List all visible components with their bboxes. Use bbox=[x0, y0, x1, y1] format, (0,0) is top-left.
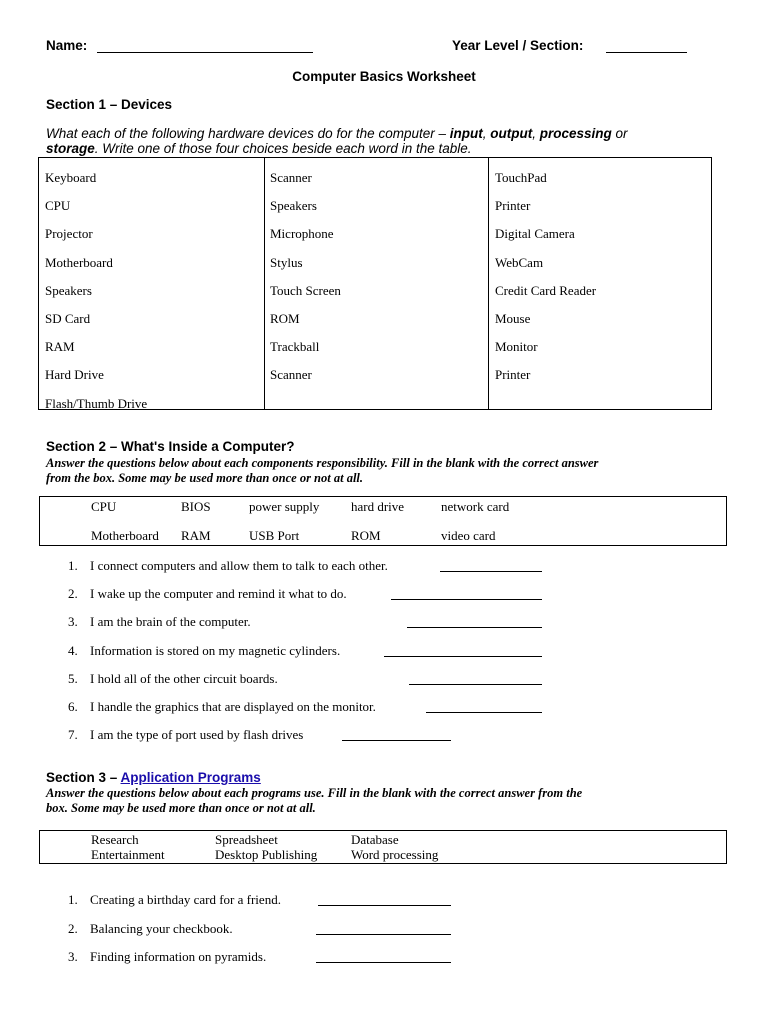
question-number: 2. bbox=[68, 586, 78, 601]
device-cell: WebCam bbox=[495, 254, 544, 270]
section3-instructions: Answer the questions below about each programs use. Fill in the blank with the correct answer from the box. Some may be used more than once or not at all. bbox=[46, 786, 583, 815]
answer-blank[interactable] bbox=[318, 905, 451, 906]
device-cell: Digital Camera bbox=[495, 226, 575, 242]
question-number: 4. bbox=[68, 643, 78, 658]
device-cell: Printer bbox=[495, 198, 531, 214]
question-number: 1. bbox=[68, 558, 78, 573]
devices-table bbox=[38, 157, 712, 410]
device-cell: Speakers bbox=[270, 198, 317, 214]
question-number: 7. bbox=[68, 727, 78, 742]
device-cell: Mouse bbox=[495, 311, 531, 326]
application-programs-link[interactable]: Application Programs bbox=[120, 770, 261, 785]
answer-choice: ROM bbox=[351, 528, 381, 543]
device-cell: Microphone bbox=[270, 226, 334, 242]
answer-choice: BIOS bbox=[181, 499, 211, 514]
section2-word-box bbox=[39, 496, 727, 546]
year-section-blank[interactable] bbox=[606, 52, 687, 53]
section2-instructions: Answer the questions below about each components responsibility. Fill in the blank with the correct answer from the box. Some may be used more than once or not at all. bbox=[46, 456, 599, 485]
question-number: 3. bbox=[68, 614, 78, 629]
answer-choice: CPU bbox=[91, 499, 117, 514]
year-section-label: Year Level / Section: bbox=[452, 38, 584, 53]
device-cell: Keyboard bbox=[45, 170, 97, 185]
question-text: I handle the graphics that are displayed on the monitor. bbox=[90, 699, 376, 714]
device-cell: Touch Screen bbox=[270, 282, 341, 298]
device-cell: Credit Card Reader bbox=[495, 282, 597, 298]
answer-blank[interactable] bbox=[409, 684, 542, 685]
device-cell: Motherboard bbox=[45, 254, 113, 270]
answer-choice: network card bbox=[441, 499, 510, 514]
question-row bbox=[0, 671, 768, 689]
answer-blank[interactable] bbox=[316, 962, 451, 963]
question-text: I connect computers and allow them to talk to each other. bbox=[90, 558, 388, 573]
name-blank[interactable] bbox=[97, 52, 313, 53]
device-cell: Scanner bbox=[270, 367, 312, 383]
answer-blank[interactable] bbox=[342, 740, 451, 741]
question-text: Information is stored on my magnetic cylinders. bbox=[90, 643, 341, 658]
answer-choice: Database bbox=[351, 832, 399, 847]
answer-blank[interactable] bbox=[391, 599, 542, 600]
answer-choice: Desktop Publishing bbox=[215, 847, 318, 862]
question-number: 2. bbox=[68, 921, 78, 936]
answer-choice: Motherboard bbox=[91, 528, 159, 543]
section1-heading: Section 1 – Devices bbox=[46, 97, 173, 112]
question-row bbox=[0, 643, 768, 661]
device-cell: TouchPad bbox=[495, 170, 547, 185]
question-row bbox=[0, 614, 768, 632]
question-text: Creating a birthday card for a friend. bbox=[90, 892, 281, 907]
question-row bbox=[0, 949, 768, 967]
page-title: Computer Basics Worksheet bbox=[292, 69, 476, 84]
answer-choice: Word processing bbox=[351, 847, 439, 862]
name-label: Name: bbox=[46, 38, 88, 53]
device-cell: Scanner bbox=[270, 170, 312, 185]
answer-choice: Entertainment bbox=[91, 847, 165, 862]
devices-table-divider-1 bbox=[264, 158, 265, 409]
answer-choice: Spreadsheet bbox=[215, 832, 278, 847]
section2-heading: Section 2 – What's Inside a Computer? bbox=[46, 439, 295, 454]
answer-choice: RAM bbox=[181, 528, 211, 543]
section1-instructions: What each of the following hardware devices do for the computer – input, output, processing or storage. Write one of those four choices beside each word in the table. bbox=[46, 126, 628, 156]
answer-choice: power supply bbox=[249, 499, 320, 514]
device-cell: Trackball bbox=[270, 339, 320, 355]
device-cell: SD Card bbox=[45, 311, 91, 326]
device-cell: Printer bbox=[495, 367, 531, 383]
question-text: I wake up the computer and remind it what to do. bbox=[90, 586, 347, 601]
question-row bbox=[0, 921, 768, 939]
device-cell: RAM bbox=[45, 339, 75, 355]
devices-table-divider-2 bbox=[488, 158, 489, 409]
question-text: I hold all of the other circuit boards. bbox=[90, 671, 278, 686]
question-row bbox=[0, 727, 768, 745]
question-number: 3. bbox=[68, 949, 78, 964]
device-cell: Hard Drive bbox=[45, 367, 104, 383]
question-text: Finding information on pyramids. bbox=[90, 949, 267, 964]
question-text: Balancing your checkbook. bbox=[90, 921, 233, 936]
device-cell: CPU bbox=[45, 198, 71, 214]
section3-heading: Section 3 – Application Programs bbox=[46, 770, 261, 785]
device-cell: Flash/Thumb Drive bbox=[45, 395, 148, 411]
answer-blank[interactable] bbox=[440, 571, 542, 572]
section3-word-box bbox=[39, 830, 727, 864]
device-cell: Projector bbox=[45, 226, 93, 242]
question-number: 1. bbox=[68, 892, 78, 907]
answer-choice: hard drive bbox=[351, 499, 405, 514]
device-cell: Stylus bbox=[270, 254, 303, 270]
answer-blank[interactable] bbox=[426, 712, 542, 713]
answer-choice: USB Port bbox=[249, 528, 300, 543]
answer-choice: Research bbox=[91, 832, 139, 847]
question-row bbox=[0, 586, 768, 604]
question-number: 6. bbox=[68, 699, 78, 714]
question-row bbox=[0, 699, 768, 717]
answer-blank[interactable] bbox=[407, 627, 542, 628]
question-row bbox=[0, 892, 768, 910]
device-cell: Monitor bbox=[495, 339, 538, 355]
question-number: 5. bbox=[68, 671, 78, 686]
answer-blank[interactable] bbox=[384, 656, 542, 657]
device-cell: Speakers bbox=[45, 282, 92, 298]
question-text: I am the type of port used by flash drives bbox=[90, 727, 304, 742]
answer-choice: video card bbox=[441, 528, 496, 543]
device-cell: ROM bbox=[270, 311, 300, 326]
question-row bbox=[0, 558, 768, 576]
question-text: I am the brain of the computer. bbox=[90, 614, 251, 629]
answer-blank[interactable] bbox=[316, 934, 451, 935]
